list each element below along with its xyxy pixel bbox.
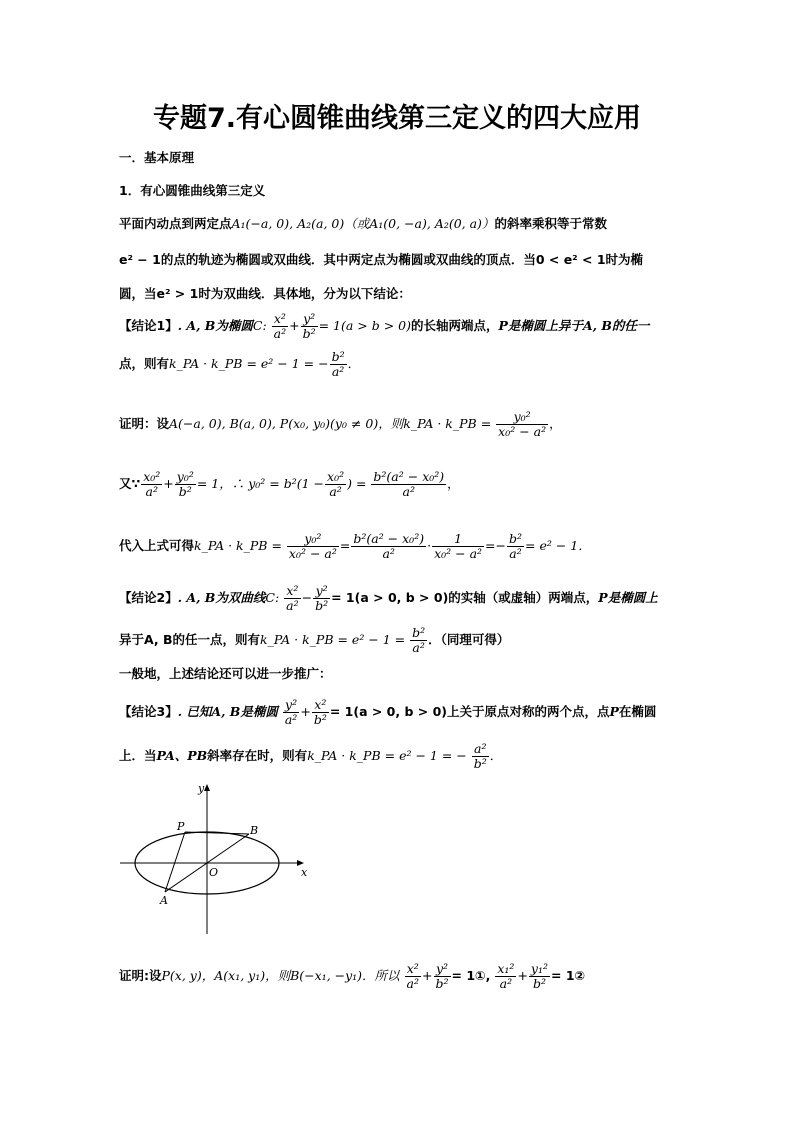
operator: −	[301, 590, 313, 605]
fraction: $\frac{\text{b²}}{\text{a²}}$	[412, 625, 426, 655]
proof-math: = e² − 1．	[525, 538, 591, 553]
proof-label: 代入上式可得	[119, 538, 195, 553]
operator: =	[485, 538, 496, 553]
punctuation: ．	[347, 356, 361, 371]
proof-1-line-3	[119, 532, 591, 561]
fraction: $\frac{\text{b²}}{\text{a²}}$	[331, 349, 345, 379]
conclusion-2-line-2	[119, 626, 509, 655]
proof-label: 证明:设	[119, 968, 162, 983]
fraction: $\frac{1}{\text{x₀² − a²}}$	[434, 531, 483, 561]
label-b: B	[250, 824, 259, 837]
proof-label: 又∵	[119, 476, 141, 491]
conclusion-1-line-2	[119, 350, 360, 379]
fraction: $\frac{\text{y₀²}}{\text{b²}}$	[176, 469, 194, 499]
conclusion-text: ．（同理可得）	[428, 632, 510, 647]
conclusion-3-line-2	[119, 742, 502, 771]
equation-tail: = 1(a > b > 0)	[318, 318, 412, 333]
conclusion-text: . 已知A, B是椭圆	[177, 704, 278, 719]
fraction: $\frac{\text{y²}}{\text{a²}}$	[284, 697, 298, 727]
conclusion-text: = 1(a > 0, b > 0)上关于原点对称的两个点，点	[329, 704, 610, 719]
proof-math: A(x₁, y₁)，则B(−x₁, −y₁)．所以	[214, 968, 400, 983]
fraction: $\frac{\text{b²}}{\text{a²}}$	[509, 531, 523, 561]
operator: =	[339, 538, 351, 553]
proof-math: = 1①,	[451, 968, 491, 983]
fraction: $\frac{\text{a²}}{\text{b²}}$	[473, 741, 487, 771]
fraction: $\frac{\text{x₀²}}{\text{a²}}$	[327, 469, 345, 499]
fraction: $\frac{\text{y₀²}}{\text{x₀² − a²}}$	[288, 531, 337, 561]
proof-math: (1 −	[296, 476, 325, 491]
segment-pa	[165, 832, 185, 892]
operator: +	[422, 968, 433, 983]
page-title: 专题7.有心圆锥曲线第三定义的四大应用	[152, 103, 642, 134]
intro-text: 的斜率乘积等于常数	[494, 216, 607, 231]
curve-label: C:	[252, 318, 267, 333]
proof-math: P(x, y)，	[161, 968, 215, 983]
proof-label: 证明：设	[119, 416, 170, 431]
conclusion-text: . A, B为双曲线	[177, 590, 266, 605]
slope-product: k_PA · k_PB = e² − 1 =	[260, 632, 406, 647]
fraction: $\frac{\text{y₁²}}{\text{b²}}$	[530, 961, 549, 991]
conclusion-text: = 1(a > 0, b > 0)的实轴（或虚轴）两端点，	[331, 590, 599, 605]
label-a: A	[160, 894, 168, 907]
conclusion-1	[119, 312, 649, 341]
fraction: $\frac{\text{x²}}{\text{a²}}$	[406, 961, 420, 991]
y-axis-arrow-icon	[204, 784, 210, 791]
conclusion-text: P是椭圆上	[598, 590, 658, 605]
curve-label: C:	[265, 590, 280, 605]
conclusion-text: 的长轴两端点，	[411, 318, 499, 333]
operator: +	[289, 318, 300, 333]
slope-product: k_PA · k_PB = e² − 1 = −	[169, 356, 329, 371]
fraction: $\frac{\text{y²}}{\text{b²}}$	[302, 311, 316, 341]
fraction: $\frac{\text{x²}}{\text{b²}}$	[313, 697, 327, 727]
intro-text: 平面内动点到两定点	[119, 216, 232, 231]
section-heading: 一．基本原理	[119, 150, 195, 165]
label-y: y	[198, 782, 205, 795]
punctuation: ．	[489, 748, 503, 763]
point-label: P	[609, 704, 619, 719]
fraction: $\frac{\text{y₀²}}{\text{x₀² − a²}}$	[498, 409, 547, 439]
fraction: $\frac{\text{b²(a² − x₀²)}}{\text{a²}}$	[373, 469, 445, 499]
fraction: $\frac{\text{x₁²}}{\text{a²}}$	[497, 961, 515, 991]
operator: ·	[427, 538, 432, 553]
conclusion-tag: 【结论2】	[119, 590, 178, 605]
fraction: $\frac{\text{x²}}{\text{a²}}$	[273, 311, 287, 341]
intro-line-1	[119, 214, 607, 232]
punctuation: ，	[549, 416, 562, 431]
intro-line-3: 圆，当e² > 1时为双曲线．具体地，分为以下结论：	[119, 286, 411, 301]
proof-math: A(−a, 0), B(a, 0), P(x₀, y₀)(y₀ ≠ 0)，则	[169, 416, 404, 431]
conclusion-text: . A, B为椭圆	[177, 318, 253, 333]
proof-3	[119, 962, 585, 991]
fraction: $\frac{\text{x²}}{\text{a²}}$	[286, 583, 299, 613]
conclusion-3	[119, 698, 656, 727]
intro-line-2: e² − 1的点的轨迹为椭圆或双曲线．其中两定点为椭圆或双曲线的顶点．当0 < e² < 1时为椭	[119, 252, 644, 267]
conclusion-text: 上．当	[119, 748, 157, 763]
proof-math: = 1②	[551, 968, 586, 983]
ellipse-figure	[118, 780, 318, 940]
conclusion-text: 点，则有	[119, 356, 170, 371]
fraction: $\frac{\text{y²}}{\text{b²}}$	[435, 961, 449, 991]
proof-math: ) =	[347, 476, 367, 491]
conclusion-text: 异于A, B的任一点，则有	[119, 632, 261, 647]
proof-1-line-1	[119, 410, 562, 439]
conclusion-2	[119, 584, 658, 613]
generalize-text: 一般地，上述结论还可以进一步推广：	[119, 666, 332, 681]
slope-product: k_PA · k_PB = e² − 1 = −	[307, 748, 467, 763]
label-x: x	[301, 866, 308, 879]
conclusion-text: 斜率存在时，则有	[207, 748, 308, 763]
subsection-heading: 1．有心圆锥曲线第三定义	[119, 183, 266, 198]
conclusion-text: PA、PB	[156, 748, 208, 763]
fraction: $\frac{\text{b²(a² − x₀²)}}{\text{a²}}$	[353, 531, 425, 561]
intro-points: A₁(−a, 0), A₂(a, 0)（或A₁(0, −a), A₂(0, a)）	[231, 216, 495, 231]
label-origin: O	[209, 866, 219, 879]
proof-math: k_PA · k_PB =	[194, 538, 282, 553]
proof-1-line-2	[119, 470, 460, 499]
punctuation: ，	[447, 476, 460, 491]
conclusion-tag: 【结论1】	[119, 318, 178, 333]
operator: +	[517, 968, 528, 983]
conclusion-tag: 【结论3】	[119, 704, 178, 719]
operator: −	[495, 538, 507, 553]
conclusion-text: P是椭圆上异于A, B的任一	[498, 318, 650, 333]
operator: +	[163, 476, 174, 491]
proof-math: = 1，∴ y₀² = b²	[196, 476, 297, 491]
proof-math: k_PA · k_PB =	[403, 416, 492, 431]
label-p: P	[177, 820, 185, 833]
fraction: $\frac{\text{y²}}{\text{b²}}$	[315, 583, 329, 613]
fraction: $\frac{\text{x₀²}}{\text{a²}}$	[143, 469, 161, 499]
operator: +	[300, 704, 311, 719]
conclusion-text: 在椭圆	[618, 704, 657, 719]
